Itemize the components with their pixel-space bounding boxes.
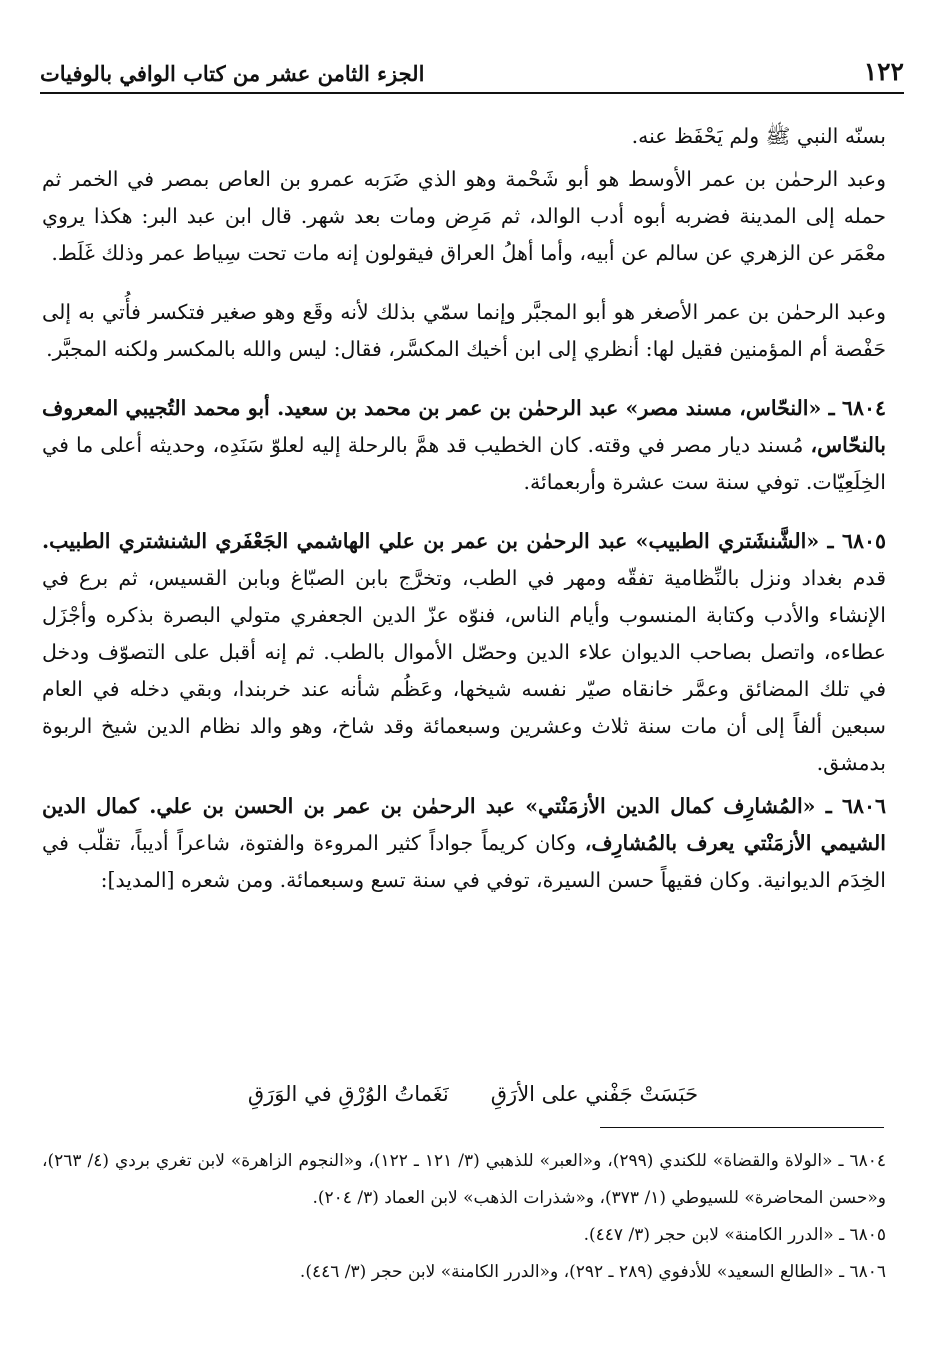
running-title: الجزء الثامن عشر من كتاب الوافي بالوفيات: [40, 61, 425, 86]
poem-verse: [60, 1074, 886, 1114]
footnote-separator: [600, 1127, 884, 1128]
entry-6805-text: قدم بغداد ونزل بالنِّظامية تفقّه ومهر في الطب، وتخرَّج بابن الصبّاغ وبابن القسيس، ثم برع في الإنشاء والأدب وكتابة المنسوب وأيام الناس، فنوّه عزّ الدين الجعفري متولي البصرة بذكره وأجْزَل عطاءه، واتصل بصاحب الديوان علاء الدين وحصّل الأموال بالطب. ثم إنه أقبل على التصوّف ودخل في تلك المضائق وعمَّر خانقاه صيّر نفسه شيخها، وعَظُم شأنه عند خربندا، وبقي دخله في العام سبعين ألفاً إلى أن مات سنة ثلاث وعشرين وسبعمائة وقد شاخ، وهو والد نظام الدين شيخ الربوة بدمشق.: [42, 566, 886, 775]
footnote-6806: ٦٨٠٦ ـ «الطالع السعيد» للأدفوي (٢٨٩ ـ ٢٩٢)، و«الدرر الكامنة» لابن حجر (٣/ ٤٤٦).: [299, 1262, 886, 1282]
entry-6804-text: مُسند ديار مصر في وقته. كان الخطيب قد همَّ بالرحلة إليه لعلوّ سَنَدِه، وحديثه أعلى ما في الخِلَعِيّات. توفي سنة ست عشرة وأربعمائة.: [42, 433, 886, 494]
entry-6806-heading: ٦٨٠٦ ـ «المُشارِف كمال الدين الأزمَنْتي» عبد الرحمٰن بن عمر بن الحسن بن علي. كمال الدين الشيمي الأزمَنْتي يعرف بالمُشارِف،: [42, 794, 886, 855]
footnote-6805: ٦٨٠٥ ـ «الدرر الكامنة» لابن حجر (٣/ ٤٤٧).: [583, 1225, 886, 1245]
footnote-6804: ٦٨٠٤ ـ «الولاة والقضاة» للكندي (٢٩٩)، و«العبر» للذهبي (٣/ ١٢١ ـ ١٢٢)، و«النجوم الزاهرة» لابن تغري بردي (٤/ ٢٦٣)، و«حسن المحاضرة» للسيوطي (١/ ٣٧٣)، و«شذرات الذهب» لابن العماد (٣/ ٢٠٤).: [42, 1151, 886, 1208]
entry-6805: [42, 523, 886, 782]
page-number: ١٢٢: [863, 57, 904, 86]
verse-first-hemistich: حَبَسَتْ جَفْني على الأرَقِ: [490, 1082, 699, 1106]
paragraph-abu-al-mujabbar: وعبد الرحمٰن بن عمر الأصغر هو أبو المجبَّر وإنما سمّي بذلك لأنه وقَع وهو صغير فتكسر فأُتي به إلى حَفْصة أم المؤمنين فقيل لها: أنظري إلى ابن أخيك المكسَّر، فقال: ليس والله بالمكسر ولكنه المجبَّر.: [42, 300, 886, 361]
paragraph-continuation: بسنّه النبي ﷺ ولم يَحْفَظ عنه.: [631, 124, 886, 148]
main-text: [42, 118, 886, 899]
entry-6805-heading: ٦٨٠٥ ـ «الشَّنشَتري الطبيب» عبد الرحمٰن بن عمر بن علي الهاشمي الجَعْفَري الشنشتري الطبيب.: [42, 529, 886, 553]
verse-second-hemistich: نَغَماتُ الوُرْقِ في الوَرَقِ: [247, 1082, 449, 1106]
entry-6806-text: وكان كريماً جواداً كثير المروءة والفتوة، شاعراً أديباً، تقلّب في الخِدَم الديوانية. وكان فقيهاً حسن السيرة، توفي في سنة تسع وسبعمائة. ومن شعره [المديد]:: [42, 831, 886, 892]
paragraph-abu-shahma: وعبد الرحمٰن بن عمر الأوسط هو أبو شَحْمة وهو الذي ضَرَبه عمرو بن العاص بمصر في الخمر ثم حمله إلى المدينة فضربه أبوه أدب الوالد، ثم مَرِض ومات بعد شهر. قال ابن عبد البر: هكذا يروي معْمَر عن الزهري عن سالم عن أبيه، وأما أهلُ العراق فيقولون إنه مات تحت سِياط عمر وذلك غَلَط.: [42, 167, 886, 265]
footnotes: [42, 1143, 886, 1291]
entry-6804: [42, 390, 886, 501]
entry-6804-heading: ٦٨٠٤ ـ «النحّاس، مسند مصر» عبد الرحمٰن بن عمر بن محمد بن سعيد. أبو محمد التُجيبي المعروف بالنحّاس،: [42, 396, 886, 457]
entry-6806: [42, 788, 886, 899]
page-header: [40, 50, 904, 94]
